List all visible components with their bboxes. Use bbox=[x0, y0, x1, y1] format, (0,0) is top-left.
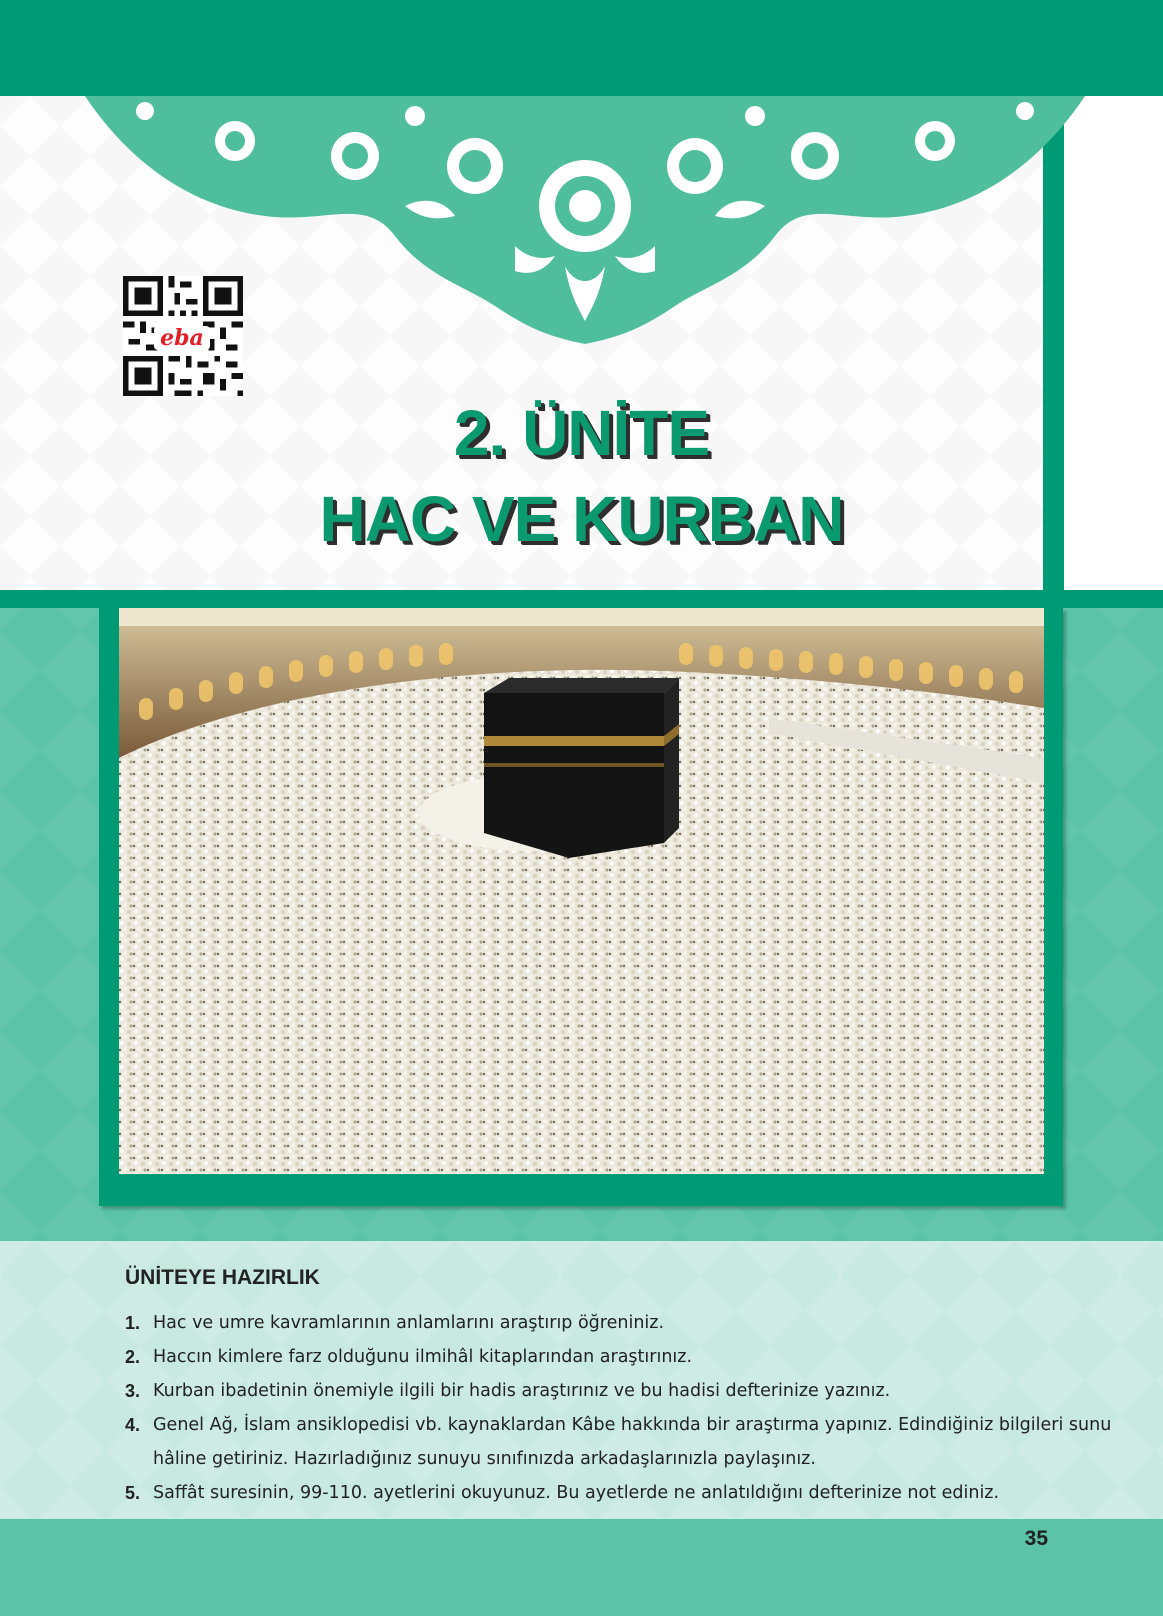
top-bar bbox=[0, 0, 1163, 96]
item-number: 4. bbox=[125, 1415, 141, 1435]
list-item bbox=[125, 1306, 1125, 1340]
preparation-heading: ÜNİTEYE HAZIRLIK bbox=[125, 1266, 320, 1289]
divider-bar bbox=[0, 590, 1163, 608]
list-item bbox=[125, 1476, 1125, 1510]
item-number: 3. bbox=[125, 1381, 141, 1401]
unit-title: HAC VE KURBAN bbox=[319, 483, 844, 555]
item-text: Hac ve umre kavramlarının anlamlarını araştırıp öğreniniz. bbox=[153, 1313, 665, 1333]
list-item bbox=[125, 1408, 1125, 1476]
item-number: 5. bbox=[125, 1483, 141, 1503]
unit-heading bbox=[0, 390, 1163, 562]
eba-logo: eba bbox=[154, 326, 210, 350]
list-item bbox=[125, 1340, 1125, 1374]
kaaba-photo bbox=[119, 608, 1044, 1174]
bottom-band bbox=[0, 1519, 1163, 1616]
preparation-list bbox=[125, 1306, 1125, 1510]
item-text: Haccın kimlere farz olduğunu ilmihâl kitaplarından araştırınız. bbox=[153, 1347, 693, 1367]
item-text: Kurban ibadetinin önemiyle ilgili bir hadis araştırınız ve bu hadisi defterinize yazınız. bbox=[153, 1381, 891, 1401]
list-item bbox=[125, 1374, 1125, 1408]
item-text: Genel Ağ, İslam ansiklopedisi vb. kaynaklardan Kâbe hakkında bir araştırma yapınız. Edindiğiniz bilgileri sunu hâline getiriniz. Hazırladığınız sunuyu sınıfınızda arkadaşlarınızla paylaşınız. bbox=[153, 1415, 1112, 1469]
page-number: 35 bbox=[1024, 1527, 1048, 1550]
unit-number: 2. ÜNİTE bbox=[453, 397, 710, 469]
item-number: 1. bbox=[125, 1313, 141, 1333]
item-number: 2. bbox=[125, 1347, 141, 1367]
item-text: Saffât suresinin, 99-110. ayetlerini okuyunuz. Bu ayetlerde ne anlatıldığını defterinize not ediniz. bbox=[153, 1483, 1000, 1503]
